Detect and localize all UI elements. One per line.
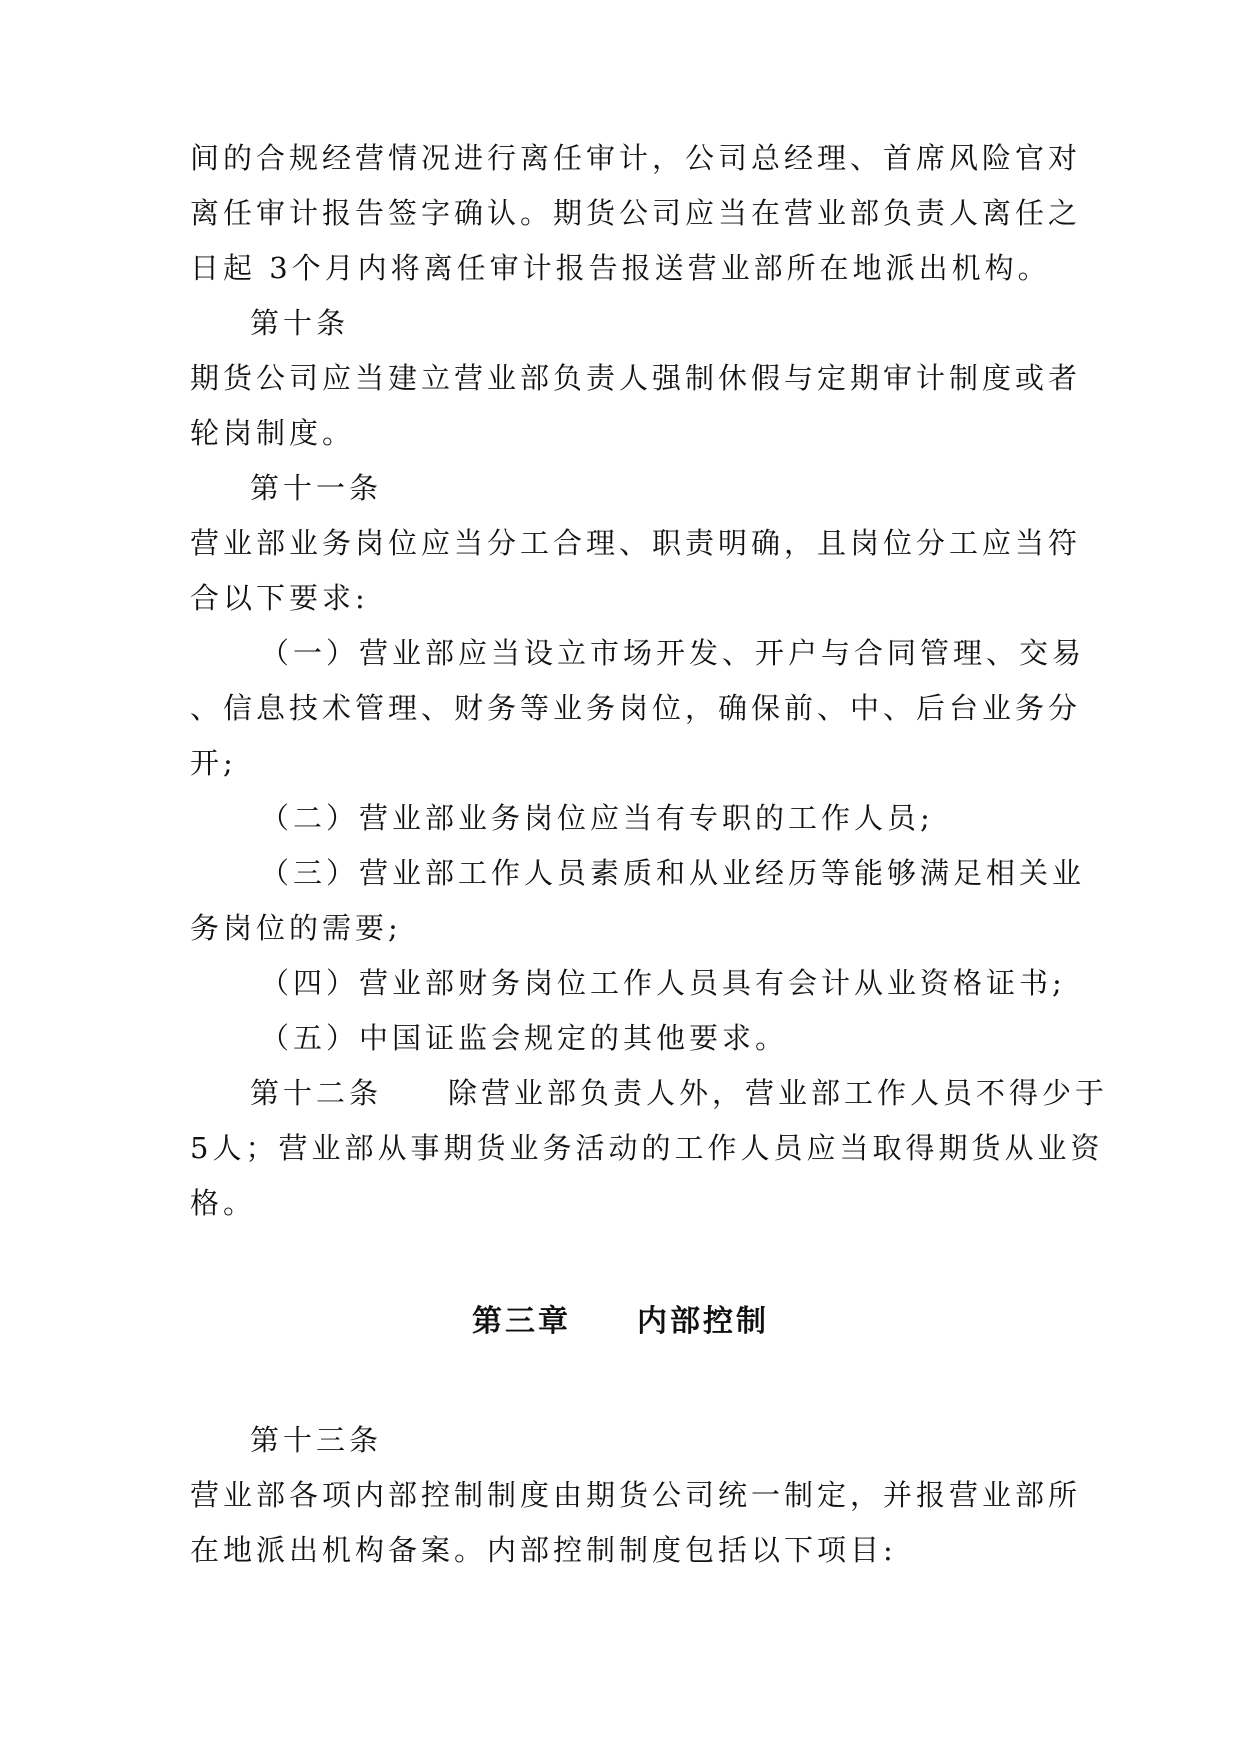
text-line: 格。 <box>190 1186 257 1220</box>
text-line: 日起 3个月内将离任审计报告报送营业部所在地派出机构。 <box>190 251 1051 285</box>
article-heading-11: 第十一条 <box>250 471 383 505</box>
list-item-3: （三）营业部工作人员素质和从业经历等能够满足相关业 <box>260 856 1086 890</box>
chapter-heading: 第三章 内部控制 <box>472 1304 769 1339</box>
list-item-5: （五）中国证监会规定的其他要求。 <box>260 1021 789 1055</box>
text-line: 5人；营业部从事期货业务活动的工作人员应当取得期货从业资 <box>190 1131 1104 1165</box>
list-item-2: （二）营业部业务岗位应当有专职的工作人员; <box>260 801 934 835</box>
text-line: 开; <box>190 746 237 780</box>
text-line: 、信息技术管理、财务等业务岗位，确保前、中、后台业务分 <box>190 691 1082 725</box>
list-item-1: （一）营业部应当设立市场开发、开户与合同管理、交易 <box>260 636 1086 670</box>
text-line: 间的合规经营情况进行离任审计，公司总经理、首席风险官对 <box>190 141 1082 175</box>
text-line: 营业部业务岗位应当分工合理、职责明确，且岗位分工应当符 <box>190 526 1082 560</box>
text-line: 在地派出机构备案。内部控制制度包括以下项目: <box>190 1533 897 1567</box>
text-line: 合以下要求: <box>190 581 369 615</box>
text-line: 营业部各项内部控制制度由期货公司统一制定，并报营业部所 <box>190 1478 1082 1512</box>
text-line: 轮岗制度。 <box>190 416 356 450</box>
article-heading-12: 第十二条 除营业部负责人外，营业部工作人员不得少于 <box>250 1076 1109 1110</box>
article-heading-10: 第十条 <box>250 306 350 340</box>
text-line: 务岗位的需要; <box>190 911 402 945</box>
list-item-4: （四）营业部财务岗位工作人员具有会计从业资格证书; <box>260 966 1066 1000</box>
text-line: 离任审计报告签字确认。期货公司应当在营业部负责人离任之 <box>190 196 1082 230</box>
text-line: 期货公司应当建立营业部负责人强制休假与定期审计制度或者 <box>190 361 1082 395</box>
article-heading-13: 第十三条 <box>250 1423 383 1457</box>
